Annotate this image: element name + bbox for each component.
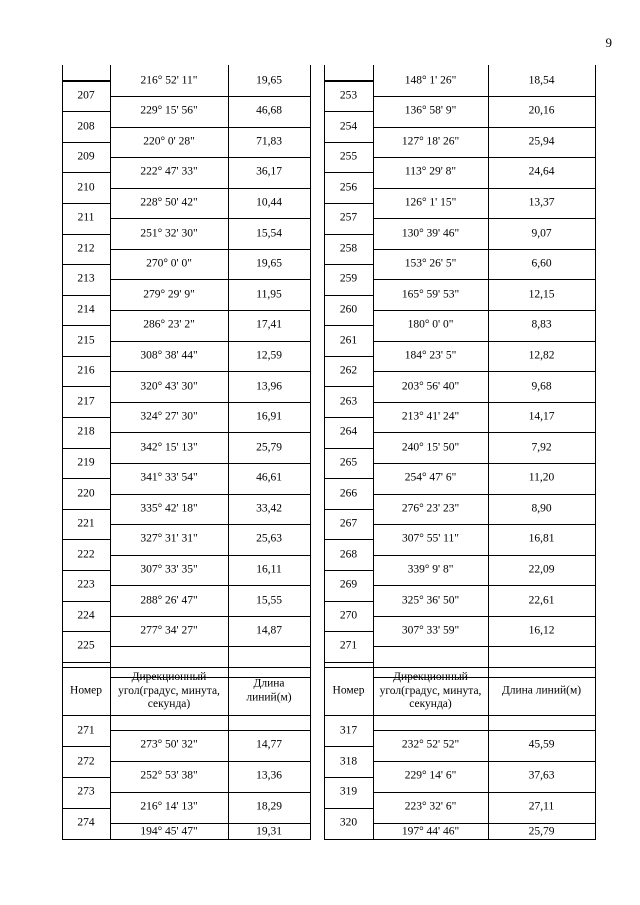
point-number: 268: [339, 548, 358, 561]
row-rule: [62, 111, 110, 112]
row-rule: [324, 478, 373, 479]
row-rule: [110, 555, 310, 556]
row-rule: [373, 188, 595, 189]
line-length: 22,09: [528, 563, 555, 576]
direction-angle: 126° 1' 15": [404, 196, 457, 209]
row-rule: [324, 234, 373, 235]
row-rule: [324, 808, 373, 809]
point-number: 274: [77, 816, 95, 828]
direction-angle: 130° 39' 46": [401, 227, 460, 240]
row-rule: [110, 157, 310, 158]
line-length: 8,90: [531, 502, 552, 515]
row-rule: [110, 823, 310, 824]
line-length: 13,37: [528, 196, 555, 209]
row-rule: [324, 356, 373, 357]
line-length: 12,59: [256, 349, 282, 362]
point-number: 215: [77, 334, 95, 347]
point-number: 266: [339, 487, 358, 500]
direction-angle: 254° 47' 6": [404, 471, 457, 484]
row-rule: [324, 448, 373, 449]
point-number: 270: [339, 609, 358, 622]
row-rule: [324, 715, 595, 716]
row-rule: [373, 555, 595, 556]
row-rule: [373, 310, 595, 311]
row-rule: [62, 667, 310, 668]
column-rule: [310, 65, 311, 840]
row-rule: [62, 417, 110, 418]
line-length: 46,61: [256, 471, 282, 484]
row-rule: [62, 601, 110, 602]
row-rule: [62, 356, 110, 357]
row-rule: [373, 249, 595, 250]
row-rule: [62, 325, 110, 326]
point-number: 223: [77, 578, 95, 591]
line-length: 16,91: [256, 410, 282, 423]
row-rule: [373, 585, 595, 586]
point-number: 254: [339, 120, 358, 133]
direction-angle: 148° 1' 26": [404, 74, 457, 87]
row-rule: [110, 96, 310, 97]
direction-angle: 216° 52' 11": [140, 74, 198, 87]
line-length: 12,82: [528, 349, 555, 362]
row-rule: [110, 279, 310, 280]
header-line-length: Длина линий(м): [246, 677, 292, 703]
row-rule: [62, 448, 110, 449]
row-rule: [324, 631, 373, 632]
line-length: 13,96: [256, 380, 282, 392]
column-rule: [595, 65, 596, 840]
row-rule: [324, 386, 373, 387]
row-rule: [324, 295, 373, 296]
direction-angle: 307° 33' 35": [140, 563, 198, 576]
row-rule: [373, 761, 595, 762]
point-number: 253: [339, 89, 358, 102]
line-length: 22,61: [528, 594, 555, 607]
row-rule: [373, 127, 595, 128]
point-number: 273: [77, 785, 95, 798]
point-number: 262: [339, 364, 358, 377]
direction-angle: 276° 23' 23": [401, 502, 460, 515]
row-rule: [62, 142, 110, 143]
row-rule: [373, 823, 595, 824]
direction-angle: 229° 14' 6": [404, 769, 457, 782]
row-rule: [373, 730, 595, 731]
line-length: 15,54: [256, 227, 282, 240]
point-number: 212: [77, 242, 95, 255]
line-length: 18,29: [256, 800, 282, 813]
row-rule: [110, 188, 310, 189]
point-number: 256: [339, 181, 358, 194]
direction-angle: 228° 50' 42": [140, 196, 198, 209]
line-length: 12,15: [528, 288, 555, 301]
line-length: 9,07: [531, 227, 552, 240]
row-rule: [62, 662, 110, 663]
direction-angle: 307° 33' 59": [401, 624, 460, 637]
line-length: 71,83: [256, 135, 282, 148]
page-number: 9: [605, 35, 612, 50]
direction-angle: 273° 50' 32": [140, 738, 198, 751]
point-number: 220: [77, 487, 95, 500]
line-length: 19,65: [256, 74, 282, 87]
line-length: 17,41: [256, 318, 282, 331]
point-number: 263: [339, 395, 358, 408]
point-number: 225: [77, 639, 95, 652]
row-rule: [324, 509, 373, 510]
row-rule: [110, 585, 310, 586]
line-length: 19,31: [256, 825, 282, 838]
row-rule: [324, 839, 595, 840]
row-rule: [62, 570, 110, 571]
direction-angle: 286° 23' 2": [143, 318, 195, 331]
direction-angle: 194° 45' 47": [140, 825, 198, 838]
line-length: 9,68: [531, 380, 552, 392]
row-rule: [324, 203, 373, 204]
row-rule: [373, 279, 595, 280]
row-rule: [110, 371, 310, 372]
line-length: 13,36: [256, 769, 282, 782]
row-rule: [324, 662, 373, 663]
line-length: 33,42: [256, 502, 282, 515]
row-rule: [373, 463, 595, 464]
point-number: 216: [77, 364, 95, 377]
direction-angle: 127° 18' 26": [401, 135, 460, 148]
point-number: 209: [77, 150, 95, 163]
point-number: 219: [77, 456, 95, 469]
row-rule: [373, 524, 595, 525]
row-rule: [324, 325, 373, 326]
row-rule: [62, 839, 310, 840]
line-length: 11,20: [528, 471, 555, 484]
row-rule: [324, 111, 373, 112]
row-rule: [324, 746, 373, 747]
row-rule: [110, 463, 310, 464]
row-rule: [324, 601, 373, 602]
line-length: 36,17: [256, 165, 282, 178]
line-length: 10,44: [256, 196, 282, 209]
row-rule: [110, 646, 310, 647]
direction-angle: 203° 56' 40": [401, 380, 460, 392]
line-length: 7,92: [531, 441, 552, 454]
row-rule: [324, 80, 373, 81]
line-length: 16,81: [528, 532, 555, 545]
direction-angle: 308° 38' 44": [140, 349, 198, 362]
direction-angle: 320° 43' 30": [140, 380, 198, 392]
row-rule: [373, 96, 595, 97]
direction-angle: 153° 26' 5": [404, 257, 457, 270]
direction-angle: 220° 0' 28": [143, 135, 195, 148]
direction-angle: 252° 53' 38": [140, 769, 198, 782]
direction-angle: 342° 15' 13": [140, 441, 198, 454]
row-rule: [373, 792, 595, 793]
direction-angle: 307° 55' 11": [402, 532, 459, 545]
header-direction-angle: Дирекционный угол(градус, минута, секунда): [118, 670, 220, 710]
row-rule: [62, 264, 110, 265]
row-rule: [110, 524, 310, 525]
row-rule: [62, 539, 110, 540]
row-rule: [324, 417, 373, 418]
row-rule: [373, 341, 595, 342]
direction-angle: 279° 29' 9": [143, 288, 195, 301]
point-number: 317: [339, 724, 358, 737]
header-direction-angle: Дирекционный угол(градус, минута, секунда): [379, 670, 482, 710]
row-rule: [324, 539, 373, 540]
point-number: 224: [77, 609, 95, 622]
row-rule: [110, 494, 310, 495]
point-number: 221: [77, 517, 95, 530]
direction-angle: 335° 42' 18": [140, 502, 198, 515]
point-number: 271: [77, 724, 95, 737]
point-number: 320: [339, 816, 358, 828]
direction-angle: 223° 32' 6": [404, 800, 457, 813]
row-rule: [110, 310, 310, 311]
header-line-length: Длина линий(м): [501, 684, 582, 697]
row-rule: [373, 371, 595, 372]
row-rule: [62, 80, 110, 81]
point-number: 211: [77, 211, 95, 224]
direction-angle: 277° 34' 27": [140, 624, 198, 637]
line-length: 14,87: [256, 624, 282, 637]
line-length: 25,79: [528, 825, 555, 838]
row-rule: [62, 715, 310, 716]
direction-angle: 180° 0' 0": [407, 318, 454, 331]
line-length: 24,64: [528, 165, 555, 178]
row-rule: [324, 81, 373, 82]
direction-angle: 197° 44' 46": [401, 825, 460, 838]
row-rule: [324, 667, 595, 668]
row-rule: [373, 432, 595, 433]
row-rule: [110, 616, 310, 617]
row-rule: [110, 792, 310, 793]
point-number: 272: [77, 755, 95, 767]
point-number: 318: [339, 755, 358, 767]
direction-angle: 270° 0' 0": [146, 257, 192, 270]
line-length: 37,63: [528, 769, 555, 782]
line-length: 16,12: [528, 624, 555, 637]
direction-angle: 327° 31' 31": [140, 532, 198, 545]
row-rule: [324, 777, 373, 778]
row-rule: [324, 570, 373, 571]
row-rule: [62, 509, 110, 510]
line-length: 6,60: [531, 257, 552, 270]
direction-angle: 232° 52' 52": [401, 738, 460, 751]
row-rule: [324, 172, 373, 173]
line-length: 20,16: [528, 104, 555, 117]
direction-angle: 288° 26' 47": [140, 594, 198, 607]
direction-angle: 324° 27' 30": [140, 410, 198, 423]
line-length: 45,59: [528, 738, 555, 751]
header-number: Номер: [332, 684, 365, 697]
line-length: 15,55: [256, 594, 282, 607]
row-rule: [110, 402, 310, 403]
row-rule: [62, 386, 110, 387]
direction-angle: 229° 15' 56": [140, 104, 198, 117]
row-rule: [324, 264, 373, 265]
point-number: 218: [77, 425, 95, 438]
point-number: 207: [77, 89, 95, 102]
direction-angle: 339° 9' 8": [407, 563, 454, 576]
direction-angle: 184° 23' 5": [404, 349, 457, 362]
point-number: 208: [77, 120, 95, 133]
row-rule: [110, 218, 310, 219]
row-rule: [324, 142, 373, 143]
line-length: 27,11: [528, 800, 555, 813]
row-rule: [62, 478, 110, 479]
row-rule: [62, 777, 110, 778]
point-number: 213: [77, 272, 95, 285]
point-number: 255: [339, 150, 358, 163]
header-number: Номер: [70, 684, 102, 697]
line-length: 46,68: [256, 104, 282, 117]
point-number: 258: [339, 242, 358, 255]
row-rule: [62, 172, 110, 173]
point-number: 214: [77, 303, 95, 316]
direction-angle: 222° 47' 33": [140, 165, 198, 178]
direction-angle: 165° 59' 53": [401, 288, 460, 301]
row-rule: [110, 249, 310, 250]
point-number: 271: [339, 639, 358, 652]
row-rule: [373, 646, 595, 647]
direction-angle: 136° 58' 9": [404, 104, 457, 117]
row-rule: [373, 157, 595, 158]
row-rule: [62, 203, 110, 204]
row-rule: [62, 746, 110, 747]
point-number: 267: [339, 517, 358, 530]
line-length: 19,65: [256, 257, 282, 270]
direction-angle: 216° 14' 13": [140, 800, 198, 813]
line-length: 25,94: [528, 135, 555, 148]
point-number: 257: [339, 211, 358, 224]
row-rule: [373, 616, 595, 617]
point-number: 264: [339, 425, 358, 438]
row-rule: [110, 341, 310, 342]
row-rule: [62, 631, 110, 632]
line-length: 25,63: [256, 532, 282, 545]
row-rule: [373, 218, 595, 219]
row-rule: [373, 402, 595, 403]
row-rule: [62, 808, 110, 809]
line-length: 18,54: [528, 74, 555, 87]
point-number: 319: [339, 785, 358, 798]
row-rule: [62, 81, 110, 82]
row-rule: [110, 127, 310, 128]
row-rule: [373, 494, 595, 495]
direction-angle: 213° 41' 24": [401, 410, 460, 423]
line-length: 8,83: [531, 318, 552, 331]
point-number: 222: [77, 548, 95, 561]
direction-angle: 113° 29' 8": [404, 165, 457, 178]
point-number: 269: [339, 578, 358, 591]
line-length: 11,95: [256, 288, 282, 301]
line-length: 25,79: [256, 441, 282, 454]
point-number: 265: [339, 456, 358, 469]
direction-angle: 251° 32' 30": [140, 227, 198, 240]
line-length: 14,77: [256, 738, 282, 751]
point-number: 259: [339, 272, 358, 285]
direction-angle: 240° 15' 50": [401, 441, 460, 454]
line-length: 14,17: [528, 410, 555, 423]
point-number: 261: [339, 334, 358, 347]
row-rule: [110, 432, 310, 433]
point-number: 210: [77, 181, 95, 194]
row-rule: [110, 761, 310, 762]
row-rule: [110, 730, 310, 731]
row-rule: [62, 234, 110, 235]
direction-angle: 341° 33' 54": [140, 471, 198, 484]
row-rule: [62, 295, 110, 296]
direction-angle: 325° 36' 50": [401, 594, 460, 607]
point-number: 260: [339, 303, 358, 316]
line-length: 16,11: [256, 563, 282, 576]
point-number: 217: [77, 395, 95, 408]
